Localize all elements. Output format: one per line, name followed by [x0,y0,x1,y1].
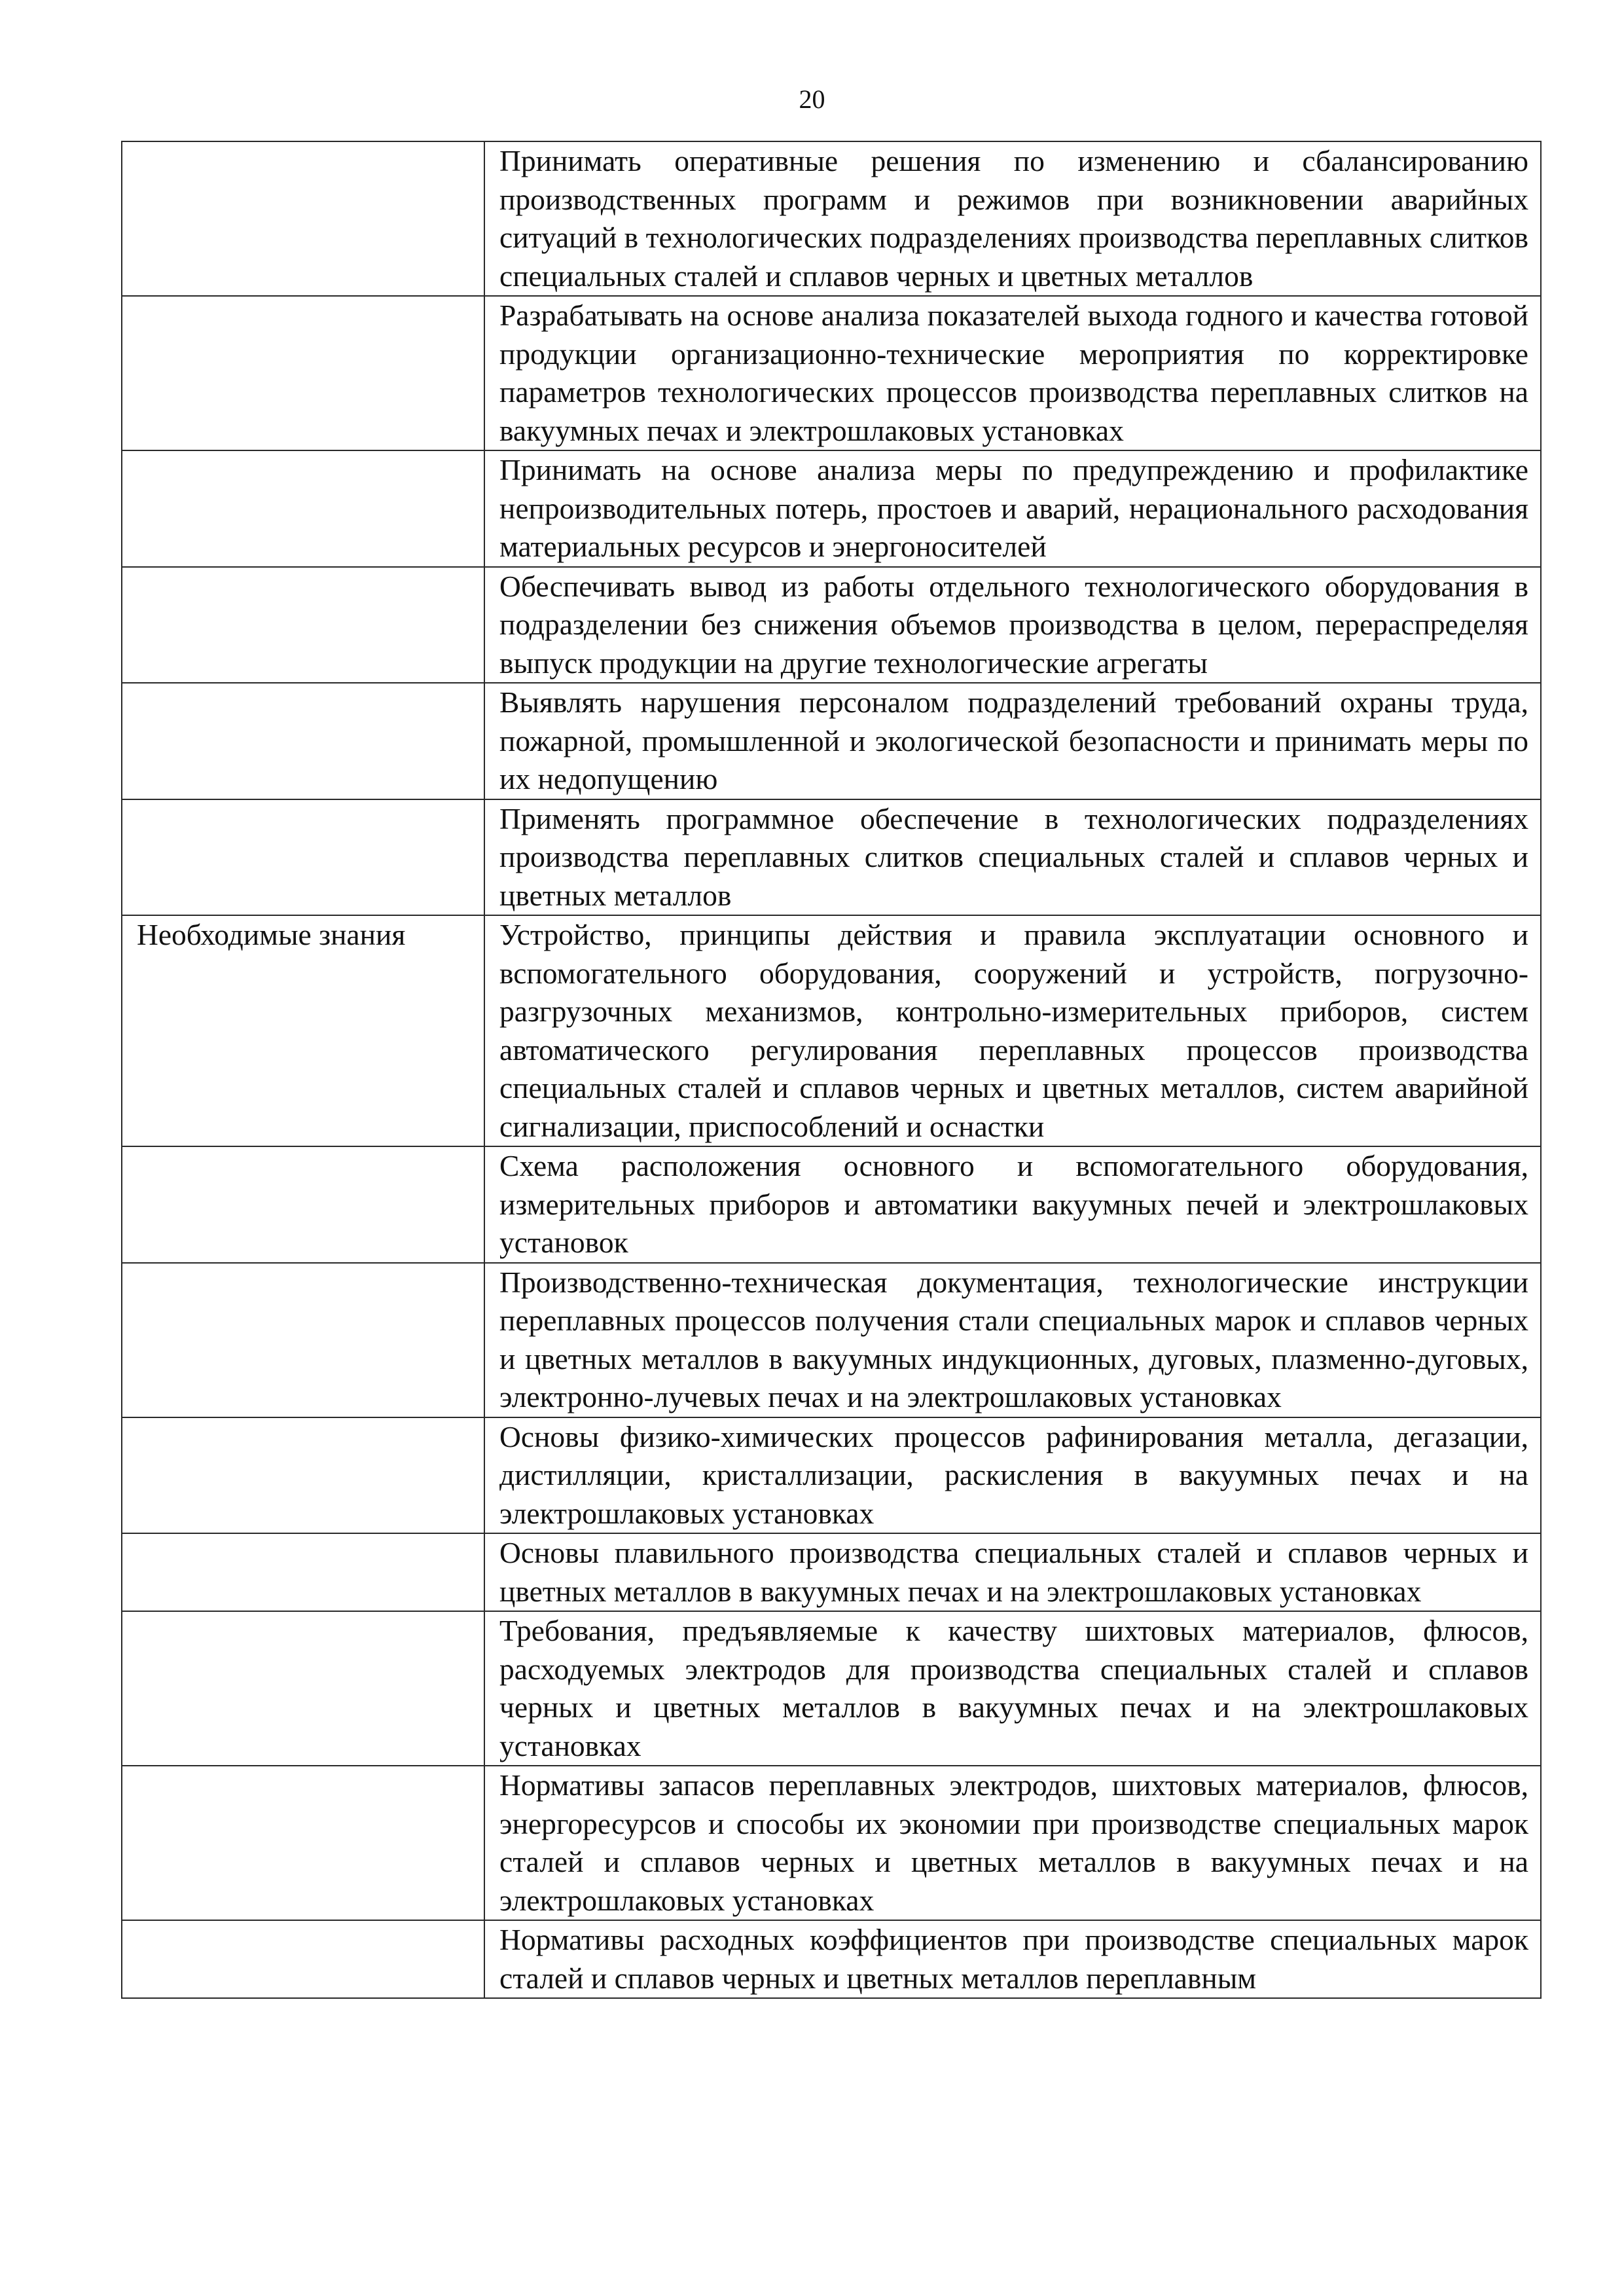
skill-item: Применять программное обеспечение в технологических подразделениях производства переплавных слитков специальных сталей и сплавов черных и цветных металлов [484,799,1541,916]
knowledge-label-cell [122,1417,484,1534]
skills-label-cell [122,450,484,567]
table-row [122,1146,1541,1263]
table-row [122,1263,1541,1417]
skill-item: Разрабатывать на основе анализа показателей выхода годного и качества готовой продукции организационно-технические мероприятия по корректировке параметров технологических процессов производства переплавных слитков на вакуумных печах и электрошлаковых установках [484,296,1541,450]
table-row [122,296,1541,450]
table-row [122,567,1541,683]
table-row [122,915,1541,1146]
skills-label-cell [122,567,484,683]
knowledge-item: Нормативы расходных коэффициентов при производстве специальных марок сталей и сплавов черных и цветных металлов переплавным [484,1920,1541,1998]
knowledge-item: Устройство, принципы действия и правила эксплуатации основного и вспомогательного оборудования, сооружений и устройств, погрузочно-разгрузочных механизмов, контрольно-измерительных приборов, систем автоматического регулирования переплавных процессов производства специальных сталей и сплавов черных и цветных металлов, систем аварийной сигнализации, приспособлений и оснастки [484,915,1541,1146]
knowledge-label-cell [122,915,484,1146]
knowledge-item: Основы физико-химических процессов рафинирования металла, дегазации, дистилляции, кристаллизации, раскисления в вакуумных печах и на электрошлаковых установках [484,1417,1541,1534]
table-row [122,1766,1541,1920]
table-row [122,683,1541,799]
knowledge-item: Схема расположения основного и вспомогательного оборудования, измерительных приборов и автоматики вакуумных печей и электрошлаковых установок [484,1146,1541,1263]
knowledge-item: Нормативы запасов переплавных электродов, шихтовых материалов, флюсов, энергоресурсов и способы их экономии при производстве специальных марок сталей и сплавов черных и цветных металлов в вакуумных печах и на электрошлаковых установках [484,1766,1541,1920]
knowledge-item: Требования, предъявляемые к качеству шихтовых материалов, флюсов, расходуемых электродов для производства специальных сталей и сплавов черных и цветных металлов в вакуумных печах и на электрошлаковых установках [484,1611,1541,1766]
skill-item: Обеспечивать вывод из работы отдельного технологического оборудования в подразделении без снижения объемов производства в целом, перераспределяя выпуск продукции на другие технологические агрегаты [484,567,1541,683]
skill-item: Принимать оперативные решения по изменению и сбалансированию производственных программ и режимов при возникновении аварийных ситуаций в технологических подразделениях производства переплавных слитков специальных сталей и сплавов черных и цветных металлов [484,141,1541,296]
qualification-table [121,141,1542,1999]
skills-label-cell [122,296,484,450]
skills-label-cell [122,683,484,799]
table-row [122,141,1541,296]
knowledge-label-cell [122,1263,484,1417]
knowledge-label-cell [122,1611,484,1766]
knowledge-item: Производственно-техническая документация, технологические инструкции переплавных процессов получения стали специальных марок и сплавов черных и цветных металлов в вакуумных индукционных, дуговых, плазменно-дуговых, электронно-лучевых печах и на электрошлаковых установках [484,1263,1541,1417]
table-row [122,1920,1541,1998]
table-row [122,1533,1541,1611]
knowledge-label-cell [122,1766,484,1920]
knowledge-item: Основы плавильного производства специальных сталей и сплавов черных и цветных металлов в вакуумных печах и на электрошлаковых установках [484,1533,1541,1611]
table-row [122,1417,1541,1534]
skills-label-cell [122,799,484,916]
knowledge-label-cell [122,1146,484,1263]
skill-item: Принимать на основе анализа меры по предупреждению и профилактике непроизводительных потерь, простоев и аварий, нерационального расходования материальных ресурсов и энергоносителей [484,450,1541,567]
skill-item: Выявлять нарушения персоналом подразделений требований охраны труда, пожарной, промышленной и экологической безопасности и принимать меры по их недопущению [484,683,1541,799]
table-row [122,450,1541,567]
knowledge-label-cell [122,1533,484,1611]
skills-label-cell [122,141,484,296]
table-row [122,799,1541,916]
table-row [122,1611,1541,1766]
knowledge-label: Необходимые знания [137,918,406,951]
page-number: 20 [799,84,825,114]
knowledge-label-cell [122,1920,484,1998]
